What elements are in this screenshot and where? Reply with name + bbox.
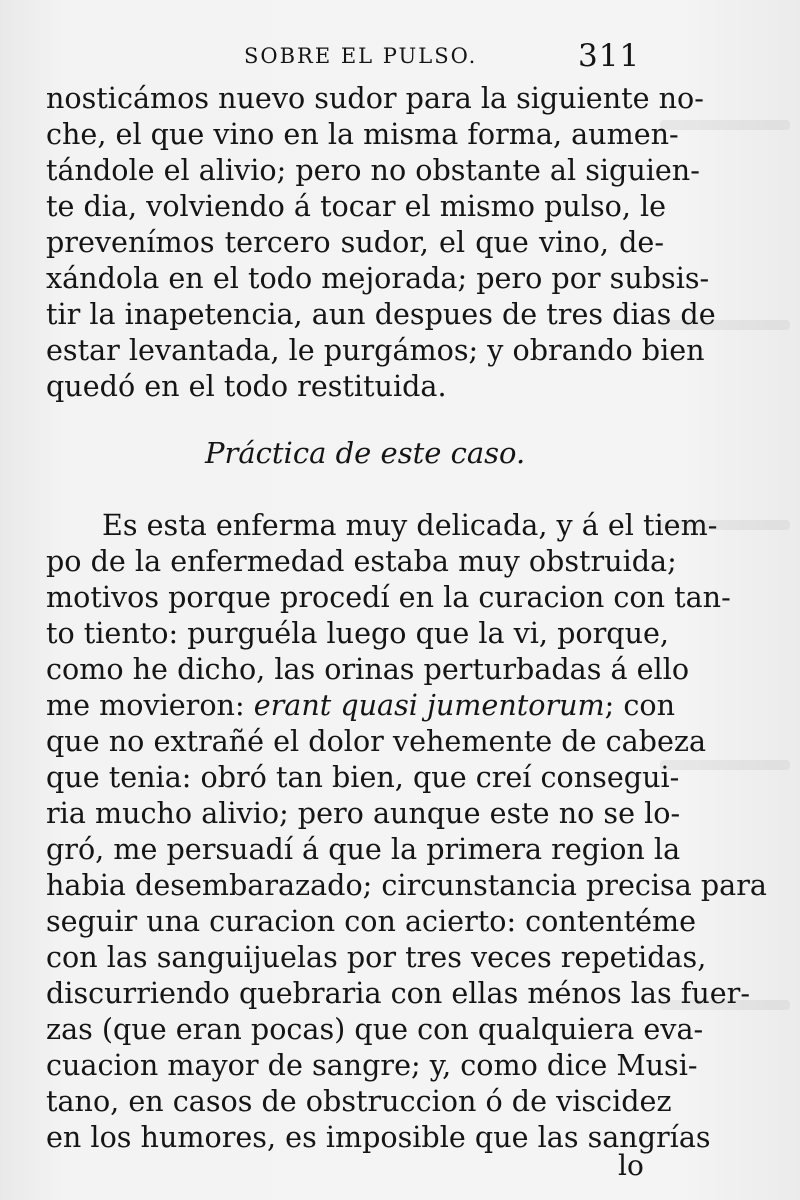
text-line: tano, en casos de obstruccion ó de viscidez <box>46 1084 672 1118</box>
text-line: como he dicho, las orinas perturbadas á ello <box>46 652 690 686</box>
text-line: motivos porque procedí en la curacion con tan- <box>46 580 731 614</box>
text-line: que no extrañé el dolor vehemente de cabeza <box>46 724 707 758</box>
text-line: te dia, volviendo á tocar el mismo pulso, le <box>46 189 667 223</box>
running-head: SOBRE EL PULSO. <box>244 44 478 68</box>
text-line: tir la inapetencia, aun despues de tres dias de <box>46 297 716 331</box>
latin-quote: erant quasi jumentorum <box>253 688 605 722</box>
text-line: che, el que vino en la misma forma, aumen- <box>46 117 679 151</box>
text-line: con las sanguijuelas por tres veces repetidas, <box>46 940 707 974</box>
catchword: lo <box>618 1149 644 1182</box>
section-heading: Práctica de este caso. <box>205 436 526 470</box>
text-line: tándole el alivio; pero no obstante al siguien- <box>46 153 700 187</box>
text-line: zas (que eran pocas) que con qualquiera eva- <box>46 1012 704 1046</box>
text-line: xándola en el todo mejorada; pero por subsis- <box>46 261 710 295</box>
text-line: estar levantada, le purgámos; y obrando bien <box>46 333 705 367</box>
text-line: me movieron: erant quasi jumentorum; con <box>46 688 676 722</box>
text-line: discurriendo quebraria con ellas ménos las fuer- <box>46 976 750 1010</box>
text-line: nosticámos nuevo sudor para la siguiente no- <box>46 81 704 115</box>
text-line: po de la enfermedad estaba muy obstruida; <box>46 544 677 578</box>
text-line: prevenímos tercero sudor, el que vino, de- <box>46 225 664 259</box>
text-line: cuacion mayor de sangre; y, como dice Musi- <box>46 1048 698 1082</box>
text-line: que tenia: obró tan bien, que creí consegui- <box>46 760 680 794</box>
text-line: en los humores, es imposible que las sangrías <box>46 1120 711 1154</box>
text-line: habia desembarazado; circunstancia precisa para <box>46 868 767 902</box>
text-line: quedó en el todo restituida. <box>46 369 447 403</box>
text-line: seguir una curacion con acierto: contentéme <box>46 904 697 938</box>
show-through-mark <box>660 120 790 130</box>
show-through-mark <box>660 760 790 770</box>
page-number: 311 <box>578 38 641 74</box>
text-line: Es esta enferma muy delicada, y á el tiem- <box>102 508 718 542</box>
text-line: gró, me persuadí á que la primera region la <box>46 832 681 866</box>
text-line: to tiento: purguéla luego que la vi, porque, <box>46 616 670 650</box>
text-line: ria mucho alivio; pero aunque este no se lo- <box>46 796 681 830</box>
